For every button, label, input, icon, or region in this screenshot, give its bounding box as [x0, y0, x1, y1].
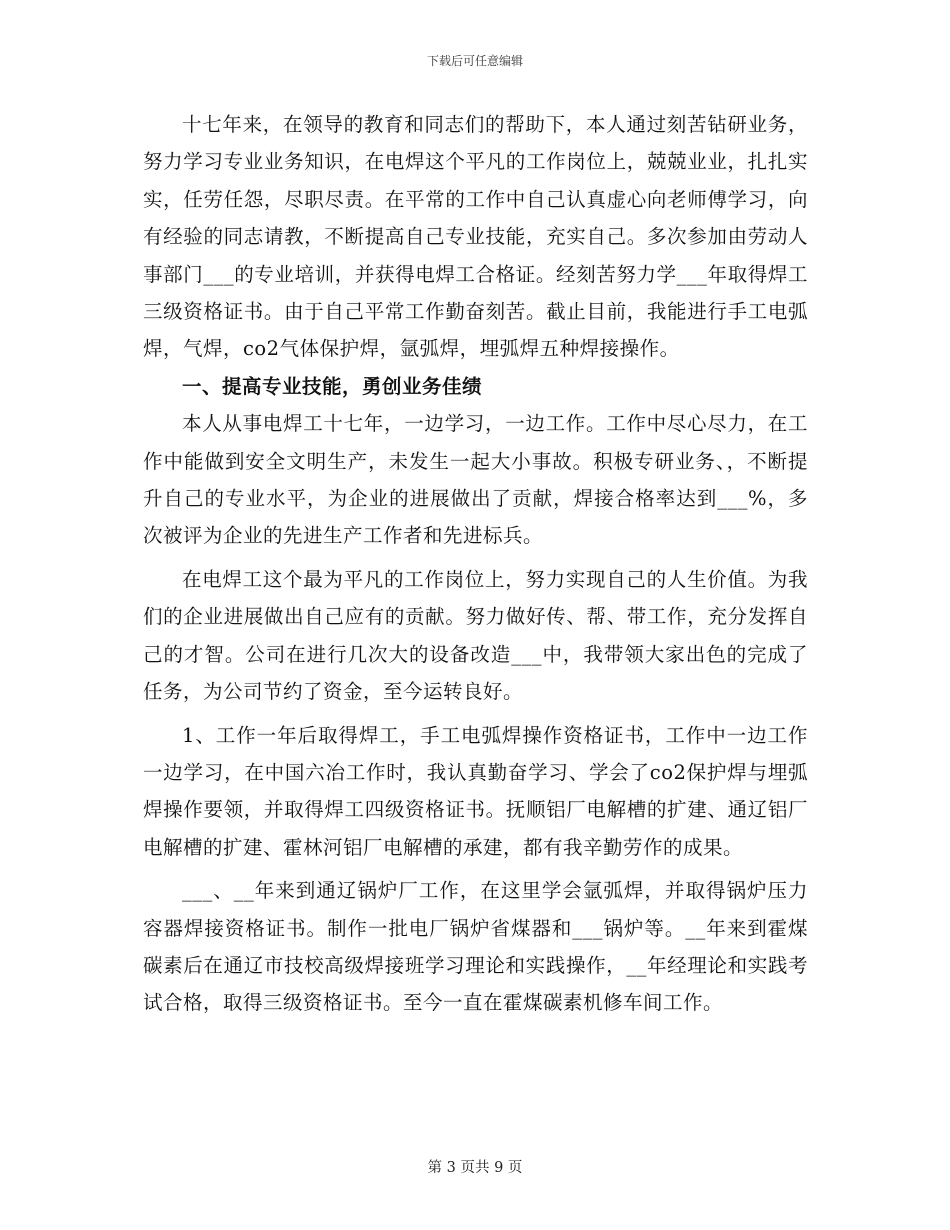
paragraph-experience: 本人从事电焊工十七年，一边学习，一边工作。工作中尽心尽力，在工作中能做到安全文明生产，未发生一起大小事故。积极专研业务、，不断提升自己的专业水平，为企业的进展做出了贡献，焊接合格率达到___%，多次被评为企业的先进生产工作者和先进标兵。	[143, 412, 808, 548]
section-heading: 一、提高专业技能，勇创业务佳绩	[182, 374, 483, 398]
paragraph-item-2: ___、__年来到通辽锅炉厂工作，在这里学会氩弧焊，并取得锅炉压力容器焊接资格证书。制作一批电厂锅炉省煤器和___锅炉等。__年来到霍煤碳素后在通辽市技校高级焊接班学习理论和实践操作，__年经理论和实践考试合格，取得三级资格证书。至今一直在霍煤碳素机修车间工作。	[143, 879, 808, 1015]
document-body	[143, 106, 808, 1022]
paragraph-value: 在电焊工这个最为平凡的工作岗位上，努力实现自己的人生价值。为我们的企业进展做出自己应有的贡献。努力做好传、帮、带工作，充分发挥自己的才智。公司在进行几次大的设备改造___中，我带领大家出色的完成了任务，为公司节约了资金，至今运转良好。	[143, 567, 808, 704]
paragraph-intro: 十七年来，在领导的教育和同志们的帮助下，本人通过刻苦钻研业务，努力学习专业业务知识，在电焊这个平凡的工作岗位上，兢兢业业，扎扎实实，任劳任怨，尽职尽责。在平常的工作中自己认真虚心向老师傅学习，向有经验的同志请教，不断提高自己专业技能，充实自己。多次参加由劳动人事部门___的专业培训，并获得电焊工合格证。经刻苦努力学___年取得焊工三级资格证书。由于自己平常工作勤奋刻苦。截止目前，我能进行手工电弧焊，气焊，co2气体保护焊，氩弧焊，埋弧焊五种焊接操作。	[143, 113, 808, 361]
page-header: 下载后可任意编辑	[426, 54, 523, 68]
page-footer: 第 3 页共 9 页	[427, 1160, 523, 1176]
paragraph-item-1: 1、工作一年后取得焊工，手工电弧焊操作资格证书，工作中一边工作一边学习，在中国六冶工作时，我认真勤奋学习、学会了co2保护焊与埋弧焊操作要领，并取得焊工四级资格证书。抚顺铝厂电解槽的扩建、通辽铝厂电解槽的扩建、霍林河铝厂电解槽的承建，都有我辛勤劳作的成果。	[143, 723, 808, 859]
